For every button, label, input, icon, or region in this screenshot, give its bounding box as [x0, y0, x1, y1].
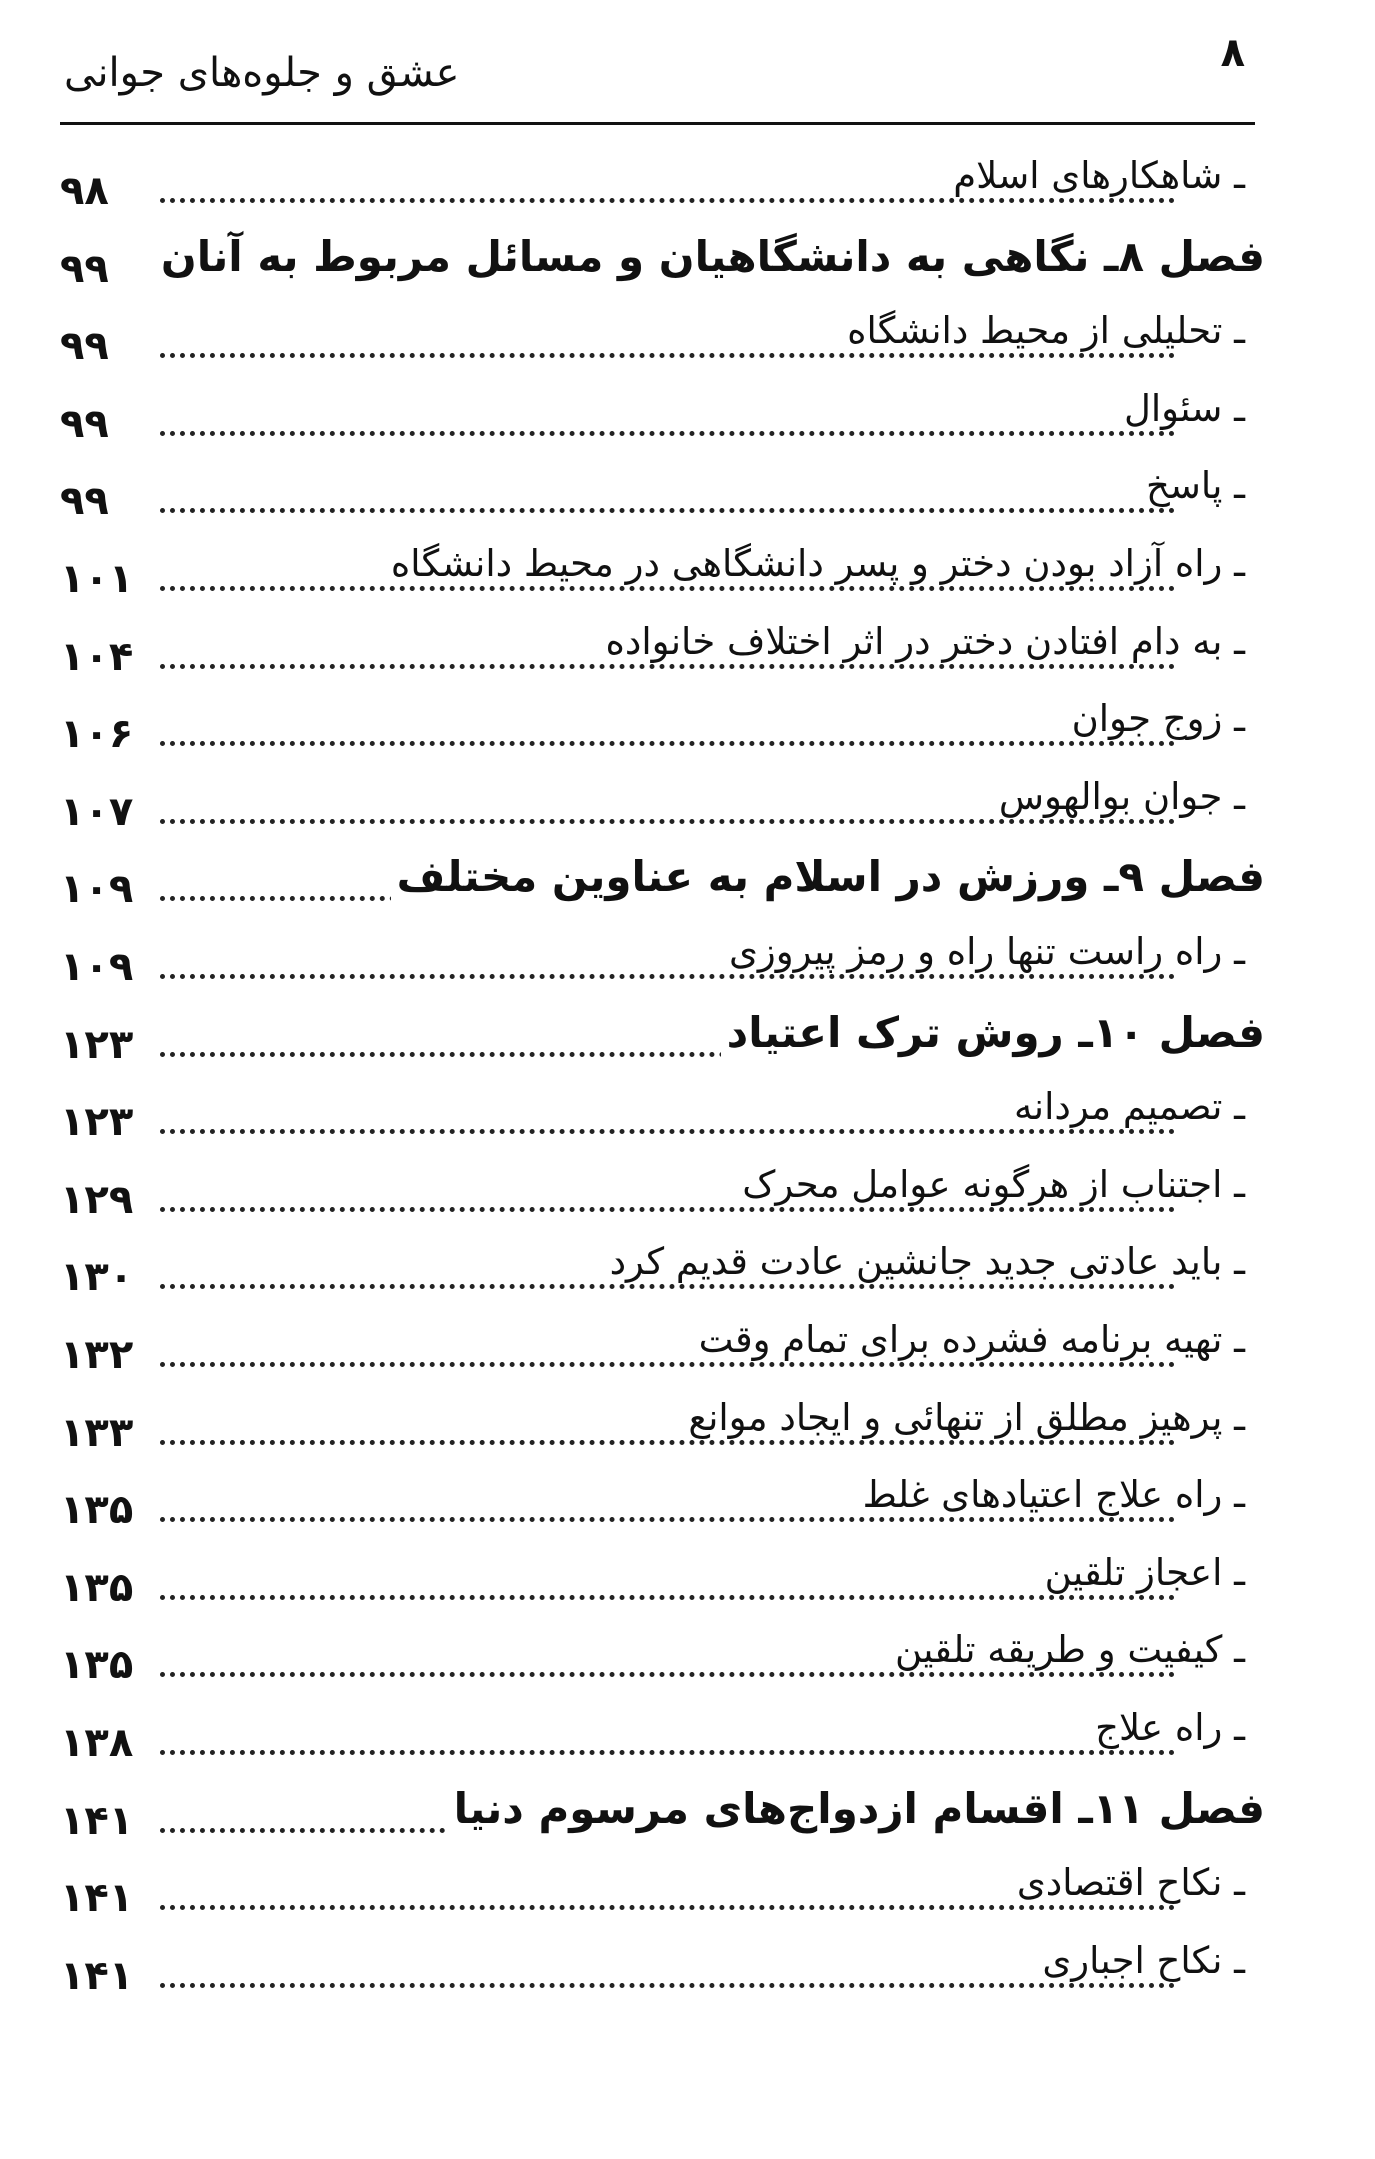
toc-entry-title: ـ به دام افتادن دختر در اثر اختلاف خانواده — [600, 620, 1246, 663]
toc-entry-title: ـ تهیه برنامه فشرده برای تمام وقت — [693, 1318, 1245, 1361]
toc-entry-page: ۱۳۵ — [60, 1564, 134, 1611]
toc-entry-page: ۱۰۷ — [60, 788, 134, 835]
dot-leader — [160, 1129, 1175, 1134]
toc-entry-title: ـ پاسخ — [1140, 464, 1245, 507]
toc-entry-page: ۹۹ — [60, 323, 109, 370]
toc-entry-title: ـ تحلیلی از محیط دانشگاه — [841, 309, 1245, 352]
dot-leader — [160, 1905, 1175, 1910]
toc-entry-title: فصل ۱۰ـ روش ترک اعتیاد — [721, 1008, 1265, 1057]
toc-entry-title: فصل ۹ـ ورزش در اسلام به عناوین مختلف — [391, 852, 1265, 901]
toc-chapter-entry — [60, 848, 1295, 926]
toc-entry-page: ۱۳۵ — [60, 1642, 134, 1689]
toc-entry — [60, 305, 1295, 383]
toc-entry-page: ۱۰۹ — [60, 866, 134, 913]
toc-entry — [60, 1314, 1295, 1392]
toc-entry-page: ۱۰۱ — [60, 556, 134, 602]
toc-entry-title: ـ راه راست تنها راه و رمز پیروزی — [723, 930, 1245, 973]
toc-entry-title: ـ نکاح اجباری — [1036, 1939, 1245, 1982]
dot-leader — [160, 198, 1175, 203]
toc-entry — [60, 926, 1295, 1004]
toc-entry — [60, 771, 1295, 849]
toc-entry-title: ـ باید عادتی جدید جانشین عادت قدیم کرد — [604, 1240, 1245, 1283]
toc-entry-page: ۱۰۶ — [60, 711, 134, 758]
toc-entry-title: ـ راه آزاد بودن دختر و پسر دانشگاهی در محیط دانشگاه — [385, 542, 1245, 585]
toc-chapter-entry — [60, 1780, 1295, 1858]
toc-entry-title: ـ اجتناب از هرگونه عوامل محرک — [736, 1163, 1245, 1206]
toc-entry-title: ـ پرهیز مطلق از تنهائی و ایجاد موانع — [682, 1396, 1245, 1439]
toc-entry-page: ۹۸ — [60, 168, 109, 214]
toc-chapter-entry — [60, 1004, 1295, 1082]
toc-entry — [60, 1702, 1295, 1780]
toc-entry-page: ۹۹ — [60, 245, 109, 292]
dot-leader — [160, 586, 1175, 591]
dot-leader — [160, 431, 1175, 436]
toc-entry-page: ۱۳۸ — [60, 1720, 134, 1766]
toc-entry-title: فصل ۸ـ نگاهی به دانشگاهیان و مسائل مربوط به آنان — [155, 232, 1265, 281]
toc-entry-page: ۱۲۳ — [60, 1021, 134, 1068]
toc-entry-page: ۱۰۴ — [60, 633, 134, 680]
toc-entry-title: ـ اعجاز تلقین — [1039, 1551, 1245, 1594]
page-header — [60, 30, 1255, 130]
toc-entry-title: ـ راه علاج اعتیادهای غلط — [857, 1473, 1245, 1516]
running-title: عشق و جلوه‌های جوانی — [64, 50, 460, 96]
toc-entry — [60, 460, 1295, 538]
toc-entry — [60, 1624, 1295, 1702]
toc-entry-title: ـ کیفیت و طریقه تلقین — [889, 1628, 1245, 1671]
dot-leader — [160, 1672, 1175, 1677]
toc-entry — [60, 150, 1295, 228]
toc-entry-page: ۱۴۱ — [60, 1952, 134, 1999]
dot-leader — [160, 741, 1175, 746]
toc-entry — [60, 1469, 1295, 1547]
toc-entry-title: ـ شاهکارهای اسلام — [947, 154, 1245, 197]
toc-entry — [60, 1081, 1295, 1159]
toc-entry — [60, 1236, 1295, 1314]
toc-entry — [60, 1547, 1295, 1625]
dot-leader — [160, 1362, 1175, 1367]
dot-leader — [160, 1595, 1175, 1600]
toc-entry-title: ـ راه علاج — [1089, 1706, 1245, 1749]
dot-leader — [160, 1750, 1175, 1755]
dot-leader — [160, 819, 1175, 824]
dot-leader — [160, 1284, 1175, 1289]
toc-entry — [60, 1935, 1295, 2013]
toc-entry-page: ۹۹ — [60, 478, 109, 525]
toc-entry-title: ـ تصمیم مردانه — [1008, 1085, 1245, 1128]
dot-leader — [160, 508, 1175, 513]
toc-entry — [60, 616, 1295, 694]
toc-entry-page: ۹۹ — [60, 400, 109, 447]
toc-entry — [60, 383, 1295, 461]
dot-leader — [160, 664, 1175, 669]
dot-leader — [160, 353, 1175, 358]
toc-entry-page: ۱۲۹ — [60, 1176, 134, 1223]
dot-leader — [160, 1517, 1175, 1522]
dot-leader — [160, 1983, 1175, 1988]
toc-entry-page: ۱۳۳ — [60, 1409, 134, 1456]
toc-entry-page: ۱۳۵ — [60, 1487, 134, 1534]
toc-entry-page: ۱۴۱ — [60, 1797, 134, 1844]
header-divider — [60, 122, 1255, 125]
toc-entry-page: ۱۰۹ — [60, 944, 134, 990]
toc-entry-title: ـ نکاح اقتصادی — [1011, 1861, 1245, 1904]
toc-entry — [60, 1857, 1295, 1935]
toc-entry — [60, 538, 1295, 616]
toc-entry-page: ۱۲۳ — [60, 1099, 134, 1146]
toc-entry-title: ـ سئوال — [1118, 387, 1245, 430]
toc-entry-page: ۱۳۲ — [60, 1332, 134, 1378]
dot-leader — [160, 1207, 1175, 1212]
toc-entry-page: ۱۴۱ — [60, 1875, 134, 1922]
toc-entry-page: ۱۳۰ — [60, 1254, 134, 1301]
dot-leader — [160, 974, 1175, 979]
toc-entry — [60, 1159, 1295, 1237]
toc-entry-title: فصل ۱۱ـ اقسام ازدواج‌های مرسوم دنیا — [448, 1784, 1265, 1833]
toc-entry-title: ـ جوان بوالهوس — [993, 775, 1245, 818]
page-number: ۸ — [1220, 30, 1245, 76]
toc-entry — [60, 693, 1295, 771]
toc-entry — [60, 1392, 1295, 1470]
dot-leader — [160, 1440, 1175, 1445]
toc-entry-title: ـ زوج جوان — [1066, 697, 1245, 740]
toc-chapter-entry — [60, 228, 1295, 306]
